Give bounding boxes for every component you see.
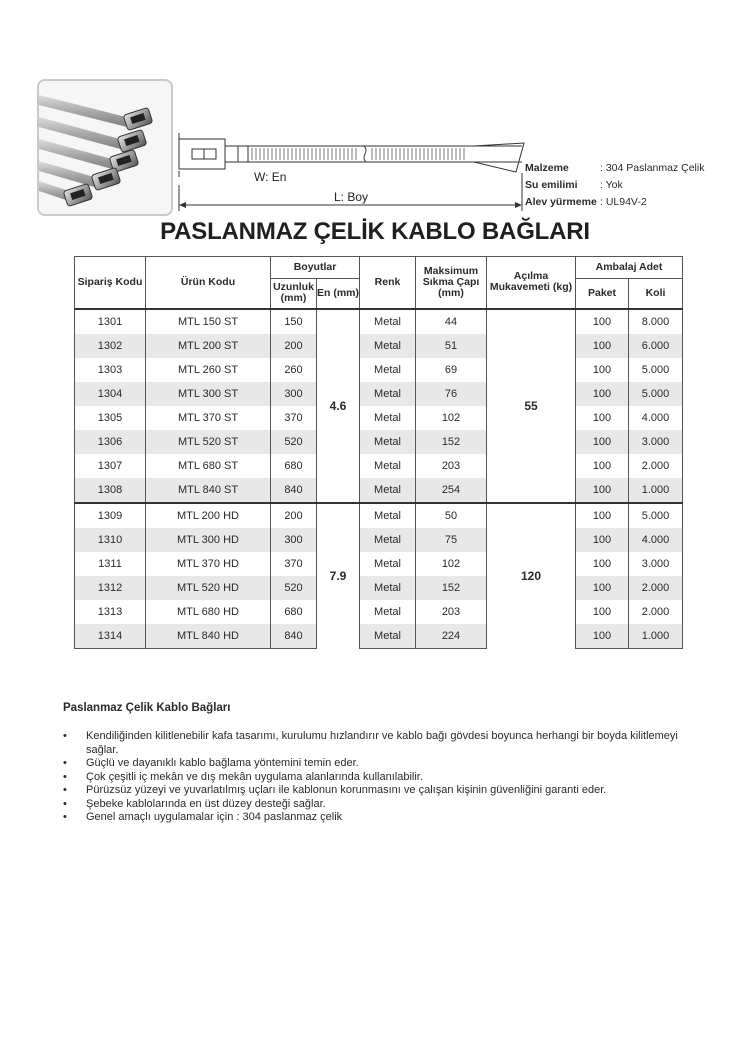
order-code-cell: 1305 bbox=[75, 406, 146, 430]
box-cell: 8.000 bbox=[629, 309, 683, 334]
order-code-cell: 1301 bbox=[75, 309, 146, 334]
header-width: En (mm) bbox=[317, 279, 360, 309]
max-diameter-cell: 224 bbox=[416, 624, 487, 649]
max-diameter-cell: 254 bbox=[416, 478, 487, 503]
product-code-cell: MTL 520 ST bbox=[146, 430, 271, 454]
header-product-code: Ürün Kodu bbox=[146, 257, 271, 309]
product-code-cell: MTL 370 ST bbox=[146, 406, 271, 430]
order-code-cell: 1314 bbox=[75, 624, 146, 649]
header-max-diameter: Maksimum Sıkma Çapı (mm) bbox=[416, 257, 487, 309]
length-cell: 150 bbox=[271, 309, 317, 334]
order-code-cell: 1304 bbox=[75, 382, 146, 406]
length-cell: 200 bbox=[271, 503, 317, 528]
pack-cell: 100 bbox=[576, 454, 629, 478]
product-table bbox=[74, 256, 683, 649]
max-diameter-cell: 152 bbox=[416, 430, 487, 454]
table-row bbox=[75, 576, 683, 600]
order-code-cell: 1307 bbox=[75, 454, 146, 478]
color-cell: Metal bbox=[360, 406, 416, 430]
color-cell: Metal bbox=[360, 382, 416, 406]
tensile-cell: 55 bbox=[487, 309, 576, 503]
box-cell: 2.000 bbox=[629, 454, 683, 478]
spec-key: Alev yürmeme bbox=[525, 196, 597, 208]
header-box: Koli bbox=[629, 279, 683, 309]
product-code-cell: MTL 150 ST bbox=[146, 309, 271, 334]
product-code-cell: MTL 200 ST bbox=[146, 334, 271, 358]
spec-value: : Yok bbox=[600, 179, 623, 191]
product-photo bbox=[37, 79, 173, 216]
box-cell: 5.000 bbox=[629, 358, 683, 382]
length-cell: 300 bbox=[271, 528, 317, 552]
color-cell: Metal bbox=[360, 576, 416, 600]
box-cell: 1.000 bbox=[629, 478, 683, 503]
max-diameter-cell: 102 bbox=[416, 552, 487, 576]
list-item: • Pürüzsüz yüzeyi ve yuvarlatılmış uçları ile kablonun korunmasını ve çalışan kişinin güvenliğini garanti eder. bbox=[63, 784, 713, 798]
order-code-cell: 1306 bbox=[75, 430, 146, 454]
color-cell: Metal bbox=[360, 334, 416, 358]
pack-cell: 100 bbox=[576, 528, 629, 552]
table-row bbox=[75, 430, 683, 454]
table-row bbox=[75, 454, 683, 478]
header-pack: Paket bbox=[576, 279, 629, 309]
product-code-cell: MTL 840 HD bbox=[146, 624, 271, 649]
product-code-cell: MTL 680 ST bbox=[146, 454, 271, 478]
table-row bbox=[75, 382, 683, 406]
tensile-cell: 120 bbox=[487, 503, 576, 649]
spec-key: Malzeme bbox=[525, 162, 569, 174]
header-tensile: Açılma Mukavemeti (kg) bbox=[487, 257, 576, 309]
order-code-cell: 1303 bbox=[75, 358, 146, 382]
max-diameter-cell: 102 bbox=[416, 406, 487, 430]
spec-value: : UL94V-2 bbox=[600, 196, 647, 208]
color-cell: Metal bbox=[360, 358, 416, 382]
table-row bbox=[75, 478, 683, 503]
color-cell: Metal bbox=[360, 528, 416, 552]
color-cell: Metal bbox=[360, 430, 416, 454]
table-row bbox=[75, 528, 683, 552]
list-item: • Güçlü ve dayanıklı kablo bağlama yöntemini temin eder. bbox=[63, 757, 713, 771]
color-cell: Metal bbox=[360, 600, 416, 624]
length-cell: 520 bbox=[271, 430, 317, 454]
pack-cell: 100 bbox=[576, 358, 629, 382]
header-color: Renk bbox=[360, 257, 416, 309]
length-cell: 300 bbox=[271, 382, 317, 406]
length-label: L: Boy bbox=[334, 190, 369, 204]
box-cell: 3.000 bbox=[629, 552, 683, 576]
order-code-cell: 1310 bbox=[75, 528, 146, 552]
product-code-cell: MTL 840 ST bbox=[146, 478, 271, 503]
spec-row bbox=[525, 160, 704, 177]
width-cell: 7.9 bbox=[317, 503, 360, 649]
box-cell: 3.000 bbox=[629, 430, 683, 454]
box-cell: 2.000 bbox=[629, 600, 683, 624]
order-code-cell: 1308 bbox=[75, 478, 146, 503]
box-cell: 5.000 bbox=[629, 382, 683, 406]
notes-section bbox=[63, 702, 713, 825]
product-code-cell: MTL 370 HD bbox=[146, 552, 271, 576]
box-cell: 4.000 bbox=[629, 528, 683, 552]
pack-cell: 100 bbox=[576, 334, 629, 358]
box-cell: 6.000 bbox=[629, 334, 683, 358]
max-diameter-cell: 203 bbox=[416, 454, 487, 478]
color-cell: Metal bbox=[360, 478, 416, 503]
table-row bbox=[75, 600, 683, 624]
length-cell: 370 bbox=[271, 552, 317, 576]
max-diameter-cell: 75 bbox=[416, 528, 487, 552]
header-length: Uzunluk (mm) bbox=[271, 279, 317, 309]
order-code-cell: 1311 bbox=[75, 552, 146, 576]
length-cell: 520 bbox=[271, 576, 317, 600]
box-cell: 4.000 bbox=[629, 406, 683, 430]
table-row bbox=[75, 624, 683, 649]
order-code-cell: 1309 bbox=[75, 503, 146, 528]
feature-list bbox=[63, 730, 713, 825]
pack-cell: 100 bbox=[576, 552, 629, 576]
product-code-cell: MTL 260 ST bbox=[146, 358, 271, 382]
header-packaging: Ambalaj Adet bbox=[576, 257, 683, 279]
pack-cell: 100 bbox=[576, 478, 629, 503]
max-diameter-cell: 50 bbox=[416, 503, 487, 528]
length-cell: 680 bbox=[271, 600, 317, 624]
box-cell: 2.000 bbox=[629, 576, 683, 600]
table-row bbox=[75, 334, 683, 358]
notes-heading: Paslanmaz Çelik Kablo Bağları bbox=[63, 702, 231, 714]
color-cell: Metal bbox=[360, 454, 416, 478]
order-code-cell: 1313 bbox=[75, 600, 146, 624]
length-cell: 680 bbox=[271, 454, 317, 478]
max-diameter-cell: 76 bbox=[416, 382, 487, 406]
order-code-cell: 1312 bbox=[75, 576, 146, 600]
list-item: • Çok çeşitli iç mekân ve dış mekân uygulama alanlarında kullanılabilir. bbox=[63, 771, 713, 785]
max-diameter-cell: 152 bbox=[416, 576, 487, 600]
table-row bbox=[75, 503, 683, 528]
max-diameter-cell: 44 bbox=[416, 309, 487, 334]
pack-cell: 100 bbox=[576, 406, 629, 430]
pack-cell: 100 bbox=[576, 503, 629, 528]
pack-cell: 100 bbox=[576, 600, 629, 624]
pack-cell: 100 bbox=[576, 576, 629, 600]
pack-cell: 100 bbox=[576, 309, 629, 334]
color-cell: Metal bbox=[360, 552, 416, 576]
table-row bbox=[75, 552, 683, 576]
length-cell: 840 bbox=[271, 624, 317, 649]
max-diameter-cell: 203 bbox=[416, 600, 487, 624]
color-cell: Metal bbox=[360, 309, 416, 334]
order-code-cell: 1302 bbox=[75, 334, 146, 358]
color-cell: Metal bbox=[360, 624, 416, 649]
list-item: • Genel amaçlı uygulamalar için : 304 paslanmaz çelik bbox=[63, 811, 713, 825]
length-cell: 370 bbox=[271, 406, 317, 430]
header-order-code: Sipariş Kodu bbox=[75, 257, 146, 309]
max-diameter-cell: 69 bbox=[416, 358, 487, 382]
product-code-cell: MTL 300 ST bbox=[146, 382, 271, 406]
pack-cell: 100 bbox=[576, 382, 629, 406]
pack-cell: 100 bbox=[576, 430, 629, 454]
table-row bbox=[75, 309, 683, 334]
max-diameter-cell: 51 bbox=[416, 334, 487, 358]
product-code-cell: MTL 200 HD bbox=[146, 503, 271, 528]
spec-list bbox=[525, 160, 704, 211]
table-row bbox=[75, 406, 683, 430]
length-cell: 840 bbox=[271, 478, 317, 503]
width-cell: 4.6 bbox=[317, 309, 360, 503]
pack-cell: 100 bbox=[576, 624, 629, 649]
box-cell: 5.000 bbox=[629, 503, 683, 528]
header-dimensions: Boyutlar bbox=[271, 257, 360, 279]
page-title: PASLANMAZ ÇELİK KABLO BAĞLARI bbox=[160, 218, 590, 245]
table-row bbox=[75, 358, 683, 382]
spec-value: : 304 Paslanmaz Çelik bbox=[600, 162, 705, 174]
product-code-cell: MTL 680 HD bbox=[146, 600, 271, 624]
length-cell: 200 bbox=[271, 334, 317, 358]
product-code-cell: MTL 300 HD bbox=[146, 528, 271, 552]
list-item: • Kendiliğinden kilitlenebilir kafa tasarımı, kurulumu hızlandırır ve kablo bağı gövdesi boyunca herhangi bir boyda kilitlemeyi sağlar. bbox=[63, 730, 713, 757]
list-item: • Şebeke kablolarında en üst düzey desteği sağlar. bbox=[63, 798, 713, 812]
product-code-cell: MTL 520 HD bbox=[146, 576, 271, 600]
color-cell: Metal bbox=[360, 503, 416, 528]
width-label: W: En bbox=[254, 170, 287, 184]
length-cell: 260 bbox=[271, 358, 317, 382]
spec-key: Su emilimi bbox=[525, 179, 578, 191]
spec-row bbox=[525, 194, 704, 211]
spec-row bbox=[525, 177, 704, 194]
cable-tie-drawing bbox=[174, 125, 534, 215]
box-cell: 1.000 bbox=[629, 624, 683, 649]
